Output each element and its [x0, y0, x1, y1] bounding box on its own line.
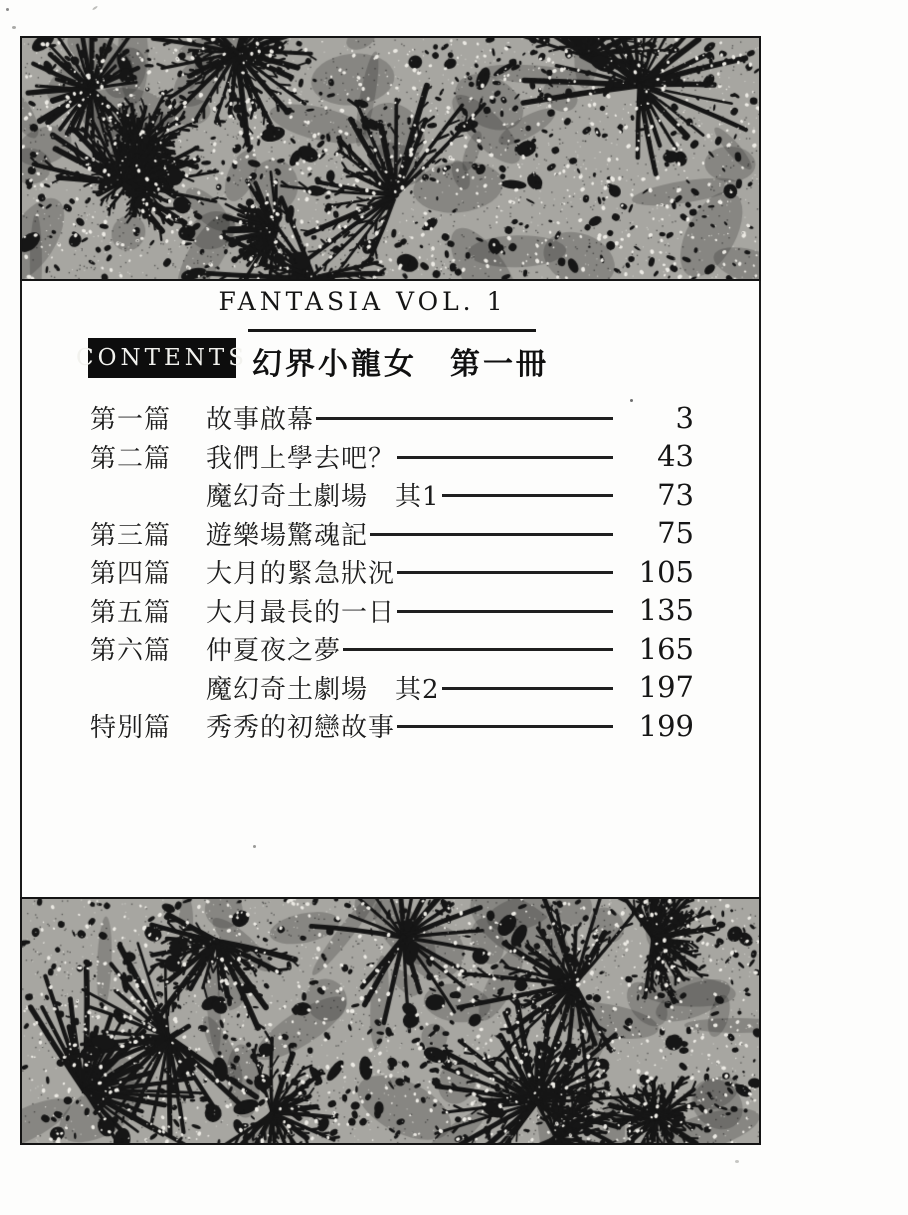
scan-speck	[92, 5, 98, 10]
toc-chapter-title: 秀秀的初戀故事	[206, 713, 396, 744]
toc-chapter-label: 第二篇	[90, 443, 172, 474]
toc-row	[90, 630, 694, 669]
toc-row	[90, 707, 694, 746]
contents-page-body	[20, 281, 761, 897]
scan-speck	[630, 399, 633, 402]
book-title: 幻界小龍女 第一冊	[252, 346, 549, 382]
toc-chapter-title: 魔幻奇土劇場 其1	[206, 482, 440, 513]
toc-chapter-title: 魔幻奇土劇場 其2	[206, 674, 440, 705]
toc-chapter-title: 我們上學去吧？	[206, 443, 396, 474]
toc-page-number: 199	[638, 708, 694, 743]
toc-chapter-title: 遊樂場驚魂記	[206, 520, 369, 551]
scan-speck	[253, 845, 256, 848]
leader-line	[442, 494, 613, 497]
table-of-contents	[90, 399, 694, 746]
scan-speck	[6, 8, 9, 11]
toc-chapter-title: 故事啟幕	[206, 405, 315, 436]
toc-row	[90, 476, 694, 515]
toc-chapter-title: 大月最長的一日	[206, 597, 396, 628]
toc-page-number: 75	[657, 516, 694, 551]
toc-chapter-label: 第一篇	[90, 405, 172, 436]
toc-row	[90, 553, 694, 592]
toc-chapter-label: 特別篇	[90, 713, 172, 744]
leader-line	[397, 456, 613, 459]
toc-chapter-label: 第四篇	[90, 559, 172, 590]
leader-line	[442, 687, 613, 690]
series-title: FANTASIA VOL. 1	[218, 286, 507, 316]
toc-page-number: 43	[657, 439, 694, 474]
toc-row	[90, 591, 694, 630]
toc-row	[90, 668, 694, 707]
toc-row	[90, 399, 694, 438]
toc-chapter-title: 大月的緊急狀況	[206, 559, 396, 590]
ornamental-fern-band-bottom	[20, 897, 761, 1146]
leader-line	[343, 648, 613, 651]
leader-line	[370, 533, 613, 536]
toc-page-number: 135	[638, 593, 694, 628]
toc-chapter-title: 仲夏夜之夢	[206, 636, 342, 667]
toc-page-number: 197	[638, 670, 694, 705]
leader-line	[397, 610, 613, 613]
leader-line	[397, 725, 613, 728]
toc-row	[90, 514, 694, 553]
masthead-rule	[248, 329, 536, 332]
toc-row	[90, 437, 694, 476]
scan-speck	[735, 1160, 739, 1163]
ornamental-fern-band-top	[20, 36, 761, 281]
toc-chapter-label: 第六篇	[90, 636, 172, 667]
toc-chapter-label: 第三篇	[90, 520, 172, 551]
scan-speck	[12, 26, 16, 29]
contents-label: CONTENTS	[88, 338, 236, 378]
leader-line	[316, 417, 613, 420]
book-page-frame	[20, 36, 761, 1145]
toc-chapter-label: 第五篇	[90, 597, 172, 628]
toc-page-number: 73	[657, 477, 694, 512]
toc-page-number: 105	[638, 554, 694, 589]
toc-page-number: 3	[675, 400, 694, 435]
leader-line	[397, 571, 613, 574]
toc-page-number: 165	[638, 631, 694, 666]
